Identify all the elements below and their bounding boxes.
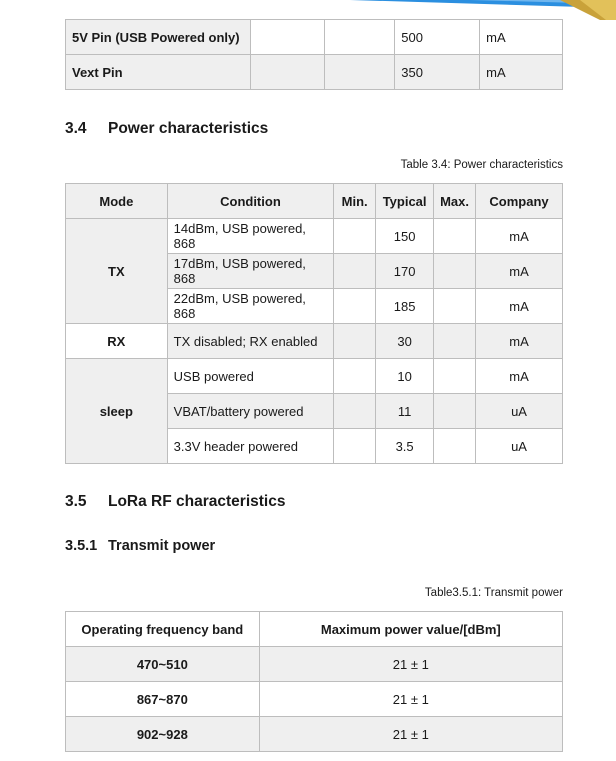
- typical-cell: 170: [376, 254, 434, 289]
- section-number: 3.4: [65, 120, 87, 137]
- max-cell: [434, 219, 476, 254]
- condition-cell: VBAT/battery powered: [167, 394, 334, 429]
- mode-cell-sleep: sleep: [66, 359, 168, 464]
- table-caption: Table3.5.1: Transmit power: [424, 587, 563, 599]
- top-decorative-banner: [0, 0, 616, 20]
- min-cell: [334, 254, 376, 289]
- table-row: [66, 359, 563, 394]
- unit-cell: mA: [476, 289, 563, 324]
- header-typical: Typical: [376, 184, 434, 219]
- header-band: Operating frequency band: [66, 612, 260, 647]
- pin-value: 500: [395, 20, 480, 55]
- condition-cell: 22dBm, USB powered, 868: [167, 289, 334, 324]
- unit-cell: uA: [476, 394, 563, 429]
- max-cell: [434, 429, 476, 464]
- transmit-power-table: [65, 611, 563, 752]
- header-mode: Mode: [66, 184, 168, 219]
- header-condition: Condition: [167, 184, 334, 219]
- table-caption: Table 3.4: Power characteristics: [400, 159, 563, 171]
- band-cell: 470~510: [66, 647, 260, 682]
- band-cell: 867~870: [66, 682, 260, 717]
- section-number: 3.5: [65, 493, 87, 510]
- header-min: Min.: [334, 184, 376, 219]
- power-characteristics-table: [65, 183, 563, 464]
- power-cell: 21 ± 1: [259, 647, 562, 682]
- pin-empty-cell: [250, 55, 325, 90]
- section-title: Power characteristics: [108, 120, 269, 137]
- table-row: [66, 682, 563, 717]
- section-title: Transmit power: [108, 538, 216, 554]
- section-title: LoRa RF characteristics: [108, 493, 286, 510]
- pin-label: 5V Pin (USB Powered only): [66, 20, 251, 55]
- section-heading-3-4: [65, 120, 268, 138]
- power-cell: 21 ± 1: [259, 682, 562, 717]
- typical-cell: 10: [376, 359, 434, 394]
- header-max: Max.: [434, 184, 476, 219]
- max-cell: [434, 324, 476, 359]
- unit-cell: mA: [476, 254, 563, 289]
- unit-cell: mA: [476, 219, 563, 254]
- table-header-row: [66, 184, 563, 219]
- pin-unit: mA: [480, 20, 563, 55]
- band-cell: 902~928: [66, 717, 260, 752]
- unit-cell: uA: [476, 429, 563, 464]
- pin-value: 350: [395, 55, 480, 90]
- table-row: [66, 55, 563, 90]
- typical-cell: 3.5: [376, 429, 434, 464]
- table-row: [66, 324, 563, 359]
- condition-cell: 14dBm, USB powered, 868: [167, 219, 334, 254]
- max-cell: [434, 394, 476, 429]
- typical-cell: 11: [376, 394, 434, 429]
- min-cell: [334, 359, 376, 394]
- header-max-power: Maximum power value/[dBm]: [259, 612, 562, 647]
- max-cell: [434, 289, 476, 324]
- unit-cell: mA: [476, 359, 563, 394]
- pin-unit: mA: [480, 55, 563, 90]
- min-cell: [334, 429, 376, 464]
- table-row: [66, 717, 563, 752]
- power-cell: 21 ± 1: [259, 717, 562, 752]
- table-header-row: [66, 612, 563, 647]
- max-cell: [434, 254, 476, 289]
- unit-cell: mA: [476, 324, 563, 359]
- header-company: Company: [476, 184, 563, 219]
- typical-cell: 30: [376, 324, 434, 359]
- condition-cell: USB powered: [167, 359, 334, 394]
- table-row: [66, 219, 563, 254]
- pin-empty-cell: [325, 55, 395, 90]
- min-cell: [334, 289, 376, 324]
- section-heading-3-5: [65, 493, 285, 511]
- table-row: [66, 20, 563, 55]
- table-row: [66, 647, 563, 682]
- condition-cell: 17dBm, USB powered, 868: [167, 254, 334, 289]
- max-cell: [434, 359, 476, 394]
- pin-current-table: [65, 19, 563, 90]
- section-number: 3.5.1: [65, 538, 98, 554]
- typical-cell: 185: [376, 289, 434, 324]
- typical-cell: 150: [376, 219, 434, 254]
- min-cell: [334, 219, 376, 254]
- pin-empty-cell: [325, 20, 395, 55]
- condition-cell: TX disabled; RX enabled: [167, 324, 334, 359]
- mode-cell-rx: RX: [66, 324, 168, 359]
- min-cell: [334, 394, 376, 429]
- pin-label: Vext Pin: [66, 55, 251, 90]
- mode-cell-tx: TX: [66, 219, 168, 324]
- pin-empty-cell: [250, 20, 325, 55]
- min-cell: [334, 324, 376, 359]
- condition-cell: 3.3V header powered: [167, 429, 334, 464]
- section-heading-3-5-1: [65, 538, 215, 554]
